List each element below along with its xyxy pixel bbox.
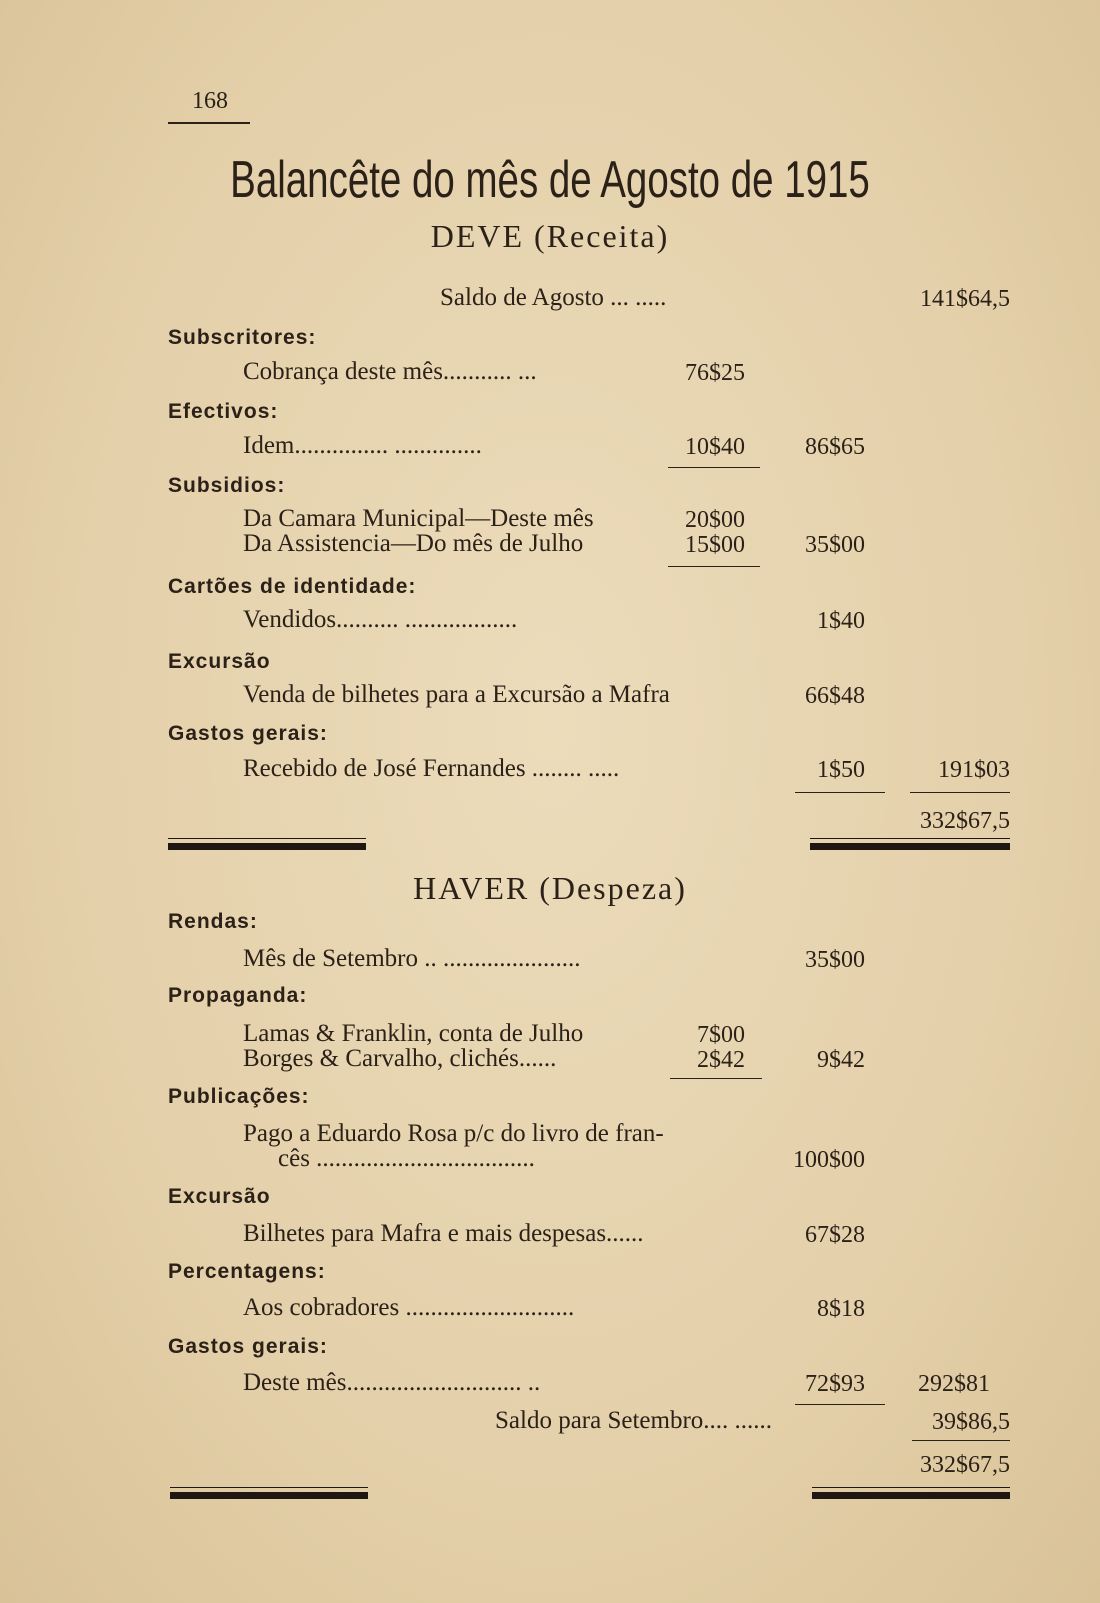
page-title: Balancête do mês de Agosto de 1915	[230, 151, 870, 209]
subscritores-line: Cobrança deste mês........... ...	[243, 358, 537, 385]
deve-heading: DEVE (Receita)	[430, 218, 670, 254]
haver-excursao-value: 67$28	[805, 1222, 865, 1248]
haver-col3-rule	[912, 1440, 1010, 1441]
propaganda-subtotal: 9$42	[817, 1047, 865, 1073]
publicacoes-line-1: Pago a Eduardo Rosa p/c do livro de fran-	[243, 1120, 664, 1147]
deve-saldo-label: Saldo de Agosto ... .....	[440, 284, 667, 311]
deve-col3-rule	[910, 792, 1010, 793]
efectivos-heading: Efectivos:	[168, 400, 279, 423]
haver-gastos-heading: Gastos gerais:	[168, 1335, 328, 1358]
percentagens-value: 8$18	[817, 1296, 865, 1322]
subsidios-subtotal: 35$00	[805, 532, 865, 558]
efectivos-line: Idem............... ..............	[243, 432, 482, 459]
deve-excursao-value: 66$48	[805, 683, 865, 709]
deve-total: 332$67,5	[920, 808, 1010, 834]
subsidios-value-1: 20$00	[685, 507, 745, 533]
haver-excursao-line: Bilhetes para Mafra e mais despesas......	[243, 1220, 644, 1247]
haver-total: 332$67,5	[920, 1452, 1010, 1478]
deve-excursao-heading: Excursão	[168, 650, 271, 673]
propaganda-value-1: 7$00	[697, 1022, 745, 1048]
subsidios-rule	[668, 566, 760, 567]
percentagens-line: Aos cobradores ...........................	[243, 1294, 575, 1321]
subscritores-heading: Subscritores:	[168, 326, 317, 349]
subsidios-heading: Subsidios:	[168, 474, 286, 497]
rendas-line: Mês de Setembro .. ......................	[243, 945, 581, 972]
deve-saldo-value: 141$64,5	[920, 286, 1010, 312]
percentagens-heading: Percentagens:	[168, 1260, 326, 1283]
efectivos-subtotal: 86$65	[805, 434, 865, 460]
cartoes-value: 1$40	[817, 608, 865, 634]
haver-end-rule-right-thin	[812, 1487, 1010, 1488]
haver-gastos-value: 72$93	[805, 1371, 865, 1397]
haver-excursao-heading: Excursão	[168, 1185, 271, 1208]
subscritores-value: 76$25	[685, 360, 745, 386]
page-number: 168	[192, 88, 228, 114]
publicacoes-heading: Publicações:	[168, 1085, 310, 1108]
deve-gastos-line: Recebido de José Fernandes ........ .....	[243, 755, 620, 782]
propaganda-value-2: 2$42	[697, 1047, 745, 1073]
deve-excursao-line: Venda de bilhetes para a Excursão a Mafra	[243, 681, 670, 708]
rendas-heading: Rendas:	[168, 910, 258, 933]
publicacoes-value: 100$00	[793, 1147, 865, 1173]
propaganda-rule	[670, 1078, 762, 1079]
deve-end-rule-right-thin	[810, 838, 1010, 839]
deve-gastos-column-total: 191$03	[938, 757, 1010, 783]
deve-end-rule-right	[810, 843, 1010, 850]
haver-col2-rule	[795, 1404, 885, 1405]
rendas-value: 35$00	[805, 947, 865, 973]
subsidios-line-1: Da Camara Municipal—Deste mês	[243, 505, 594, 532]
page-number-rule	[168, 122, 250, 124]
deve-end-rule-left	[168, 843, 366, 850]
propaganda-line-2: Borges & Carvalho, clichés......	[243, 1045, 557, 1072]
cartoes-line: Vendidos.......... ..................	[243, 606, 518, 633]
haver-saldo-value: 39$86,5	[932, 1409, 1010, 1435]
deve-gastos-heading: Gastos gerais:	[168, 722, 328, 745]
subsidios-value-2: 15$00	[685, 532, 745, 558]
haver-gastos-column-total: 292$81	[918, 1371, 990, 1397]
haver-saldo-label: Saldo para Setembro.... ......	[495, 1407, 773, 1434]
efectivos-value: 10$40	[685, 434, 745, 460]
propaganda-heading: Propaganda:	[168, 984, 308, 1007]
deve-col2-rule	[795, 792, 885, 793]
deve-end-rule-left-thin	[168, 838, 366, 839]
efectivos-rule	[668, 467, 760, 468]
cartoes-heading: Cartões de identidade:	[168, 575, 417, 598]
publicacoes-line-2: cês ...................................	[278, 1145, 535, 1172]
haver-end-rule-left-thin	[170, 1487, 368, 1488]
haver-gastos-line: Deste mês............................ ..	[243, 1369, 541, 1396]
haver-heading: HAVER (Despeza)	[413, 870, 687, 906]
subsidios-line-2: Da Assistencia—Do mês de Julho	[243, 530, 584, 557]
haver-end-rule-left	[170, 1492, 368, 1499]
deve-gastos-value: 1$50	[817, 757, 865, 783]
haver-end-rule-right	[812, 1492, 1010, 1499]
propaganda-line-1: Lamas & Franklin, conta de Julho	[243, 1020, 584, 1047]
